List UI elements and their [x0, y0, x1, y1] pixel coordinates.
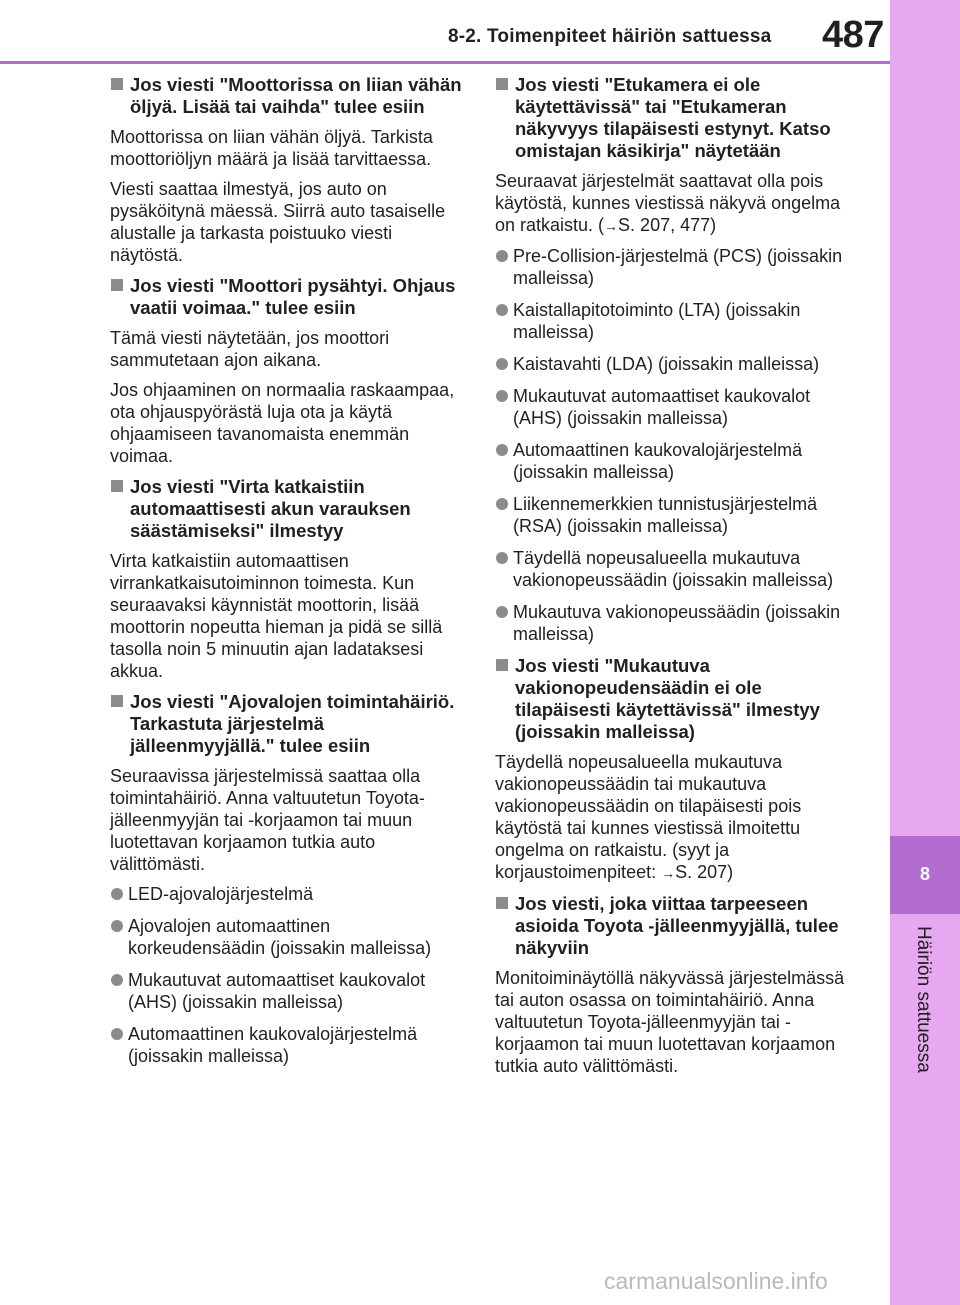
round-bullet-icon — [496, 606, 508, 618]
chapter-tab — [890, 836, 960, 914]
list-item: Liikennemerkkien tunnistusjärjestelmä (RSA) (joissakin malleissa) — [495, 493, 855, 537]
square-bullet-icon — [496, 659, 508, 671]
round-bullet-icon — [496, 358, 508, 370]
header-rule — [0, 61, 890, 64]
square-bullet-icon — [496, 897, 508, 909]
paragraph: Seuraavat järjestelmät saattavat olla pois käytöstä, kunnes viestissä näkyvä ongelma on ratkaistu. (→S. 207, 477) — [495, 171, 841, 235]
list-item: Mukautuva vakionopeussäädin (joissakin malleissa) — [495, 601, 855, 645]
page-number: 487 — [822, 14, 884, 56]
paragraph: Täydellä nopeusalueella mukautuva vakionopeussäädin tai mukautuva vakionopeussäädin on tilapäisesti pois käytöstä tai kunnes viestissä ilmoitettu ongelma on ratkaistu. (syyt ja korjaustoimenpiteet: →S. 207) — [495, 752, 802, 882]
list-item: Kaistavahti (LDA) (joissakin malleissa) — [495, 353, 855, 375]
square-bullet-icon — [111, 78, 123, 90]
arrow-icon: → — [604, 218, 619, 234]
list-item: Ajovalojen automaattinen korkeudensäädin (joissakin malleissa) — [110, 915, 470, 959]
section-heading: Jos viesti "Moottori pysähtyi. Ohjaus vaatii voimaa." tulee esiin — [110, 275, 470, 319]
section-headlight-malfunction — [110, 691, 470, 1067]
chapter-number: 8 — [919, 864, 930, 884]
right-column — [495, 74, 855, 1086]
section-heading: Jos viesti "Moottorissa on liian vähän öljyä. Lisää tai vaihda" tulee esiin — [110, 74, 470, 118]
round-bullet-icon — [496, 498, 508, 510]
section-power-off — [110, 476, 470, 682]
section-heading: Jos viesti "Ajovalojen toimintahäiriö. Tarkastuta järjestelmä jälleenmyyjällä." tulee esiin — [110, 691, 470, 757]
chapter-title: Häiriön sattuessa — [913, 926, 934, 1073]
section-heading: Jos viesti "Virta katkaistiin automaattisesti akun varauksen säästämiseksi" ilmestyy — [110, 476, 470, 542]
list-item: Mukautuvat automaattiset kaukovalot (AHS) (joissakin malleissa) — [495, 385, 855, 429]
list-item: Pre-Collision-järjestelmä (PCS) (joissakin malleissa) — [495, 245, 855, 289]
watermark: carmanualsonline.info — [604, 1268, 828, 1294]
list-item: Täydellä nopeusalueella mukautuva vakionopeussäädin (joissakin malleissa) — [495, 547, 855, 591]
paragraph: Monitoiminäytöllä näkyvässä järjestelmässä tai auton osassa on toimintahäiriö. Anna valtuutetun Toyota-jälleenmyyjän tai -korjaamon tai muun luotettavan korjaamon tutkia auto välittömästi. — [495, 968, 845, 1076]
round-bullet-icon — [496, 552, 508, 564]
paragraph: Tämä viesti näytetään, jos moottori sammutetaan ajon aikana. — [110, 328, 390, 370]
list-item: LED-ajovalojärjestelmä — [110, 883, 470, 905]
square-bullet-icon — [111, 695, 123, 707]
arrow-icon: → — [661, 865, 676, 881]
page-reference[interactable]: S. 207) — [675, 862, 734, 882]
round-bullet-icon — [496, 304, 508, 316]
square-bullet-icon — [111, 480, 123, 492]
round-bullet-icon — [496, 390, 508, 402]
list-item: Mukautuvat automaattiset kaukovalot (AHS) (joissakin malleissa) — [110, 969, 470, 1013]
section-heading: Jos viesti "Etukamera ei ole käytettävissä" tai "Etukameran näkyvyys tilapäisesti estynyt. Katso omistajan käsikirja" näytetään — [495, 74, 855, 162]
section-title: 8-2. Toimenpiteet häiriön sattuessa — [448, 26, 772, 47]
round-bullet-icon — [496, 444, 508, 456]
section-heading: Jos viesti "Mukautuva vakionopeudensäädin ei ole tilapäisesti käytettävissä" ilmestyy (joissakin malleissa) — [495, 655, 855, 743]
section-acc-unavailable — [495, 655, 855, 884]
paragraph: Virta katkaistiin automaattisen virrankatkaisutoiminnon toimesta. Kun seuraavaksi käynnistät moottorin, lisää moottorin nopeutta hieman ja pidä se sillä tasolla noin 5 minuutin ajan ladataksesi akkua. — [110, 551, 443, 681]
section-low-oil — [110, 74, 470, 266]
round-bullet-icon — [496, 250, 508, 262]
round-bullet-icon — [111, 1028, 123, 1040]
section-engine-stopped — [110, 275, 470, 467]
square-bullet-icon — [111, 279, 123, 291]
section-visit-dealer — [495, 893, 855, 1077]
list-item: Automaattinen kaukovalojärjestelmä (joissakin malleissa) — [495, 439, 855, 483]
section-heading: Jos viesti, joka viittaa tarpeeseen asioida Toyota -jälleenmyyjällä, tulee näkyviin — [495, 893, 855, 959]
list-item: Automaattinen kaukovalojärjestelmä (joissakin malleissa) — [110, 1023, 470, 1067]
square-bullet-icon — [496, 78, 508, 90]
paragraph: Jos ohjaaminen on normaalia raskaampaa, ota ohjauspyörästä luja ota ja käytä ohjaamiseen tavanomaista enemmän voimaa. — [110, 380, 455, 466]
round-bullet-icon — [111, 974, 123, 986]
paragraph: Viesti saattaa ilmestyä, jos auto on pysäköitynä mäessä. Siirrä auto tasaiselle alustalle ja tarkasta poistuuko viesti näytöstä. — [110, 179, 446, 265]
left-column — [110, 74, 470, 1077]
list-item: Kaistallapitotoiminto (LTA) (joissakin malleissa) — [495, 299, 855, 343]
round-bullet-icon — [111, 888, 123, 900]
section-front-camera — [495, 74, 855, 645]
paragraph: Moottorissa on liian vähän öljyä. Tarkista moottoriöljyn määrä ja lisää tarvittaessa. — [110, 127, 433, 169]
page-reference[interactable]: S. 207, 477) — [618, 215, 717, 235]
round-bullet-icon — [111, 920, 123, 932]
chapter-sidebar — [890, 0, 960, 1305]
paragraph: Seuraavissa järjestelmissä saattaa olla toimintahäiriö. Anna valtuutetun Toyota-jälleenmyyjän tai -korjaamon tai muun luotettavan korjaamon tutkia auto välittömästi. — [110, 766, 425, 874]
